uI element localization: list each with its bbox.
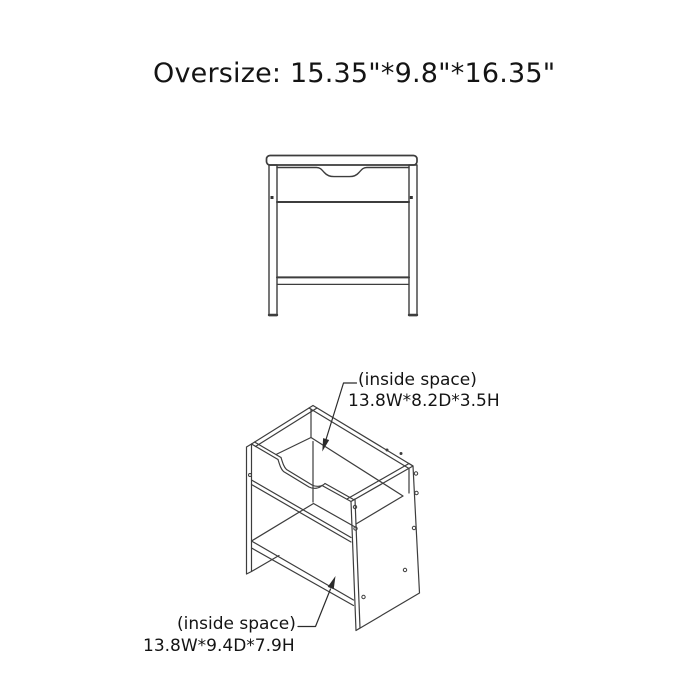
- front-view-screws: [271, 196, 413, 199]
- inside-space-dimensions: 13.8W*8.2D*3.5H: [348, 391, 500, 411]
- inside-space-dimensions: 13.8W*9.4D*7.9H: [143, 636, 295, 656]
- iso-handle-notch: [278, 458, 325, 489]
- front-view-drawing: [267, 156, 418, 316]
- left-leg: [269, 165, 277, 316]
- iso-screws: [249, 449, 419, 599]
- right-leg: [409, 165, 417, 316]
- top-inside-space-annotation: [348, 370, 500, 412]
- iso-back-rail: [309, 406, 413, 494]
- iso-view-drawing: [247, 406, 420, 631]
- arrowhead-icon: [328, 576, 336, 589]
- arrowhead-icon: [322, 438, 329, 451]
- inside-space-label: (inside space): [358, 370, 477, 390]
- bottom-leader-arrow: [298, 576, 336, 627]
- iso-shelf: [252, 504, 357, 606]
- iso-front-rail-top: [252, 442, 354, 502]
- page-title: Oversize: 15.35"*9.8"*16.35": [153, 58, 556, 89]
- iso-left-panel-top: [252, 406, 318, 447]
- inside-space-label: (inside space): [177, 614, 296, 634]
- iso-compartment-floor: [276, 438, 403, 525]
- bottom-inside-space-annotation: [143, 613, 296, 657]
- drawer-front-handle-notch: [277, 168, 409, 177]
- tabletop: [267, 156, 418, 166]
